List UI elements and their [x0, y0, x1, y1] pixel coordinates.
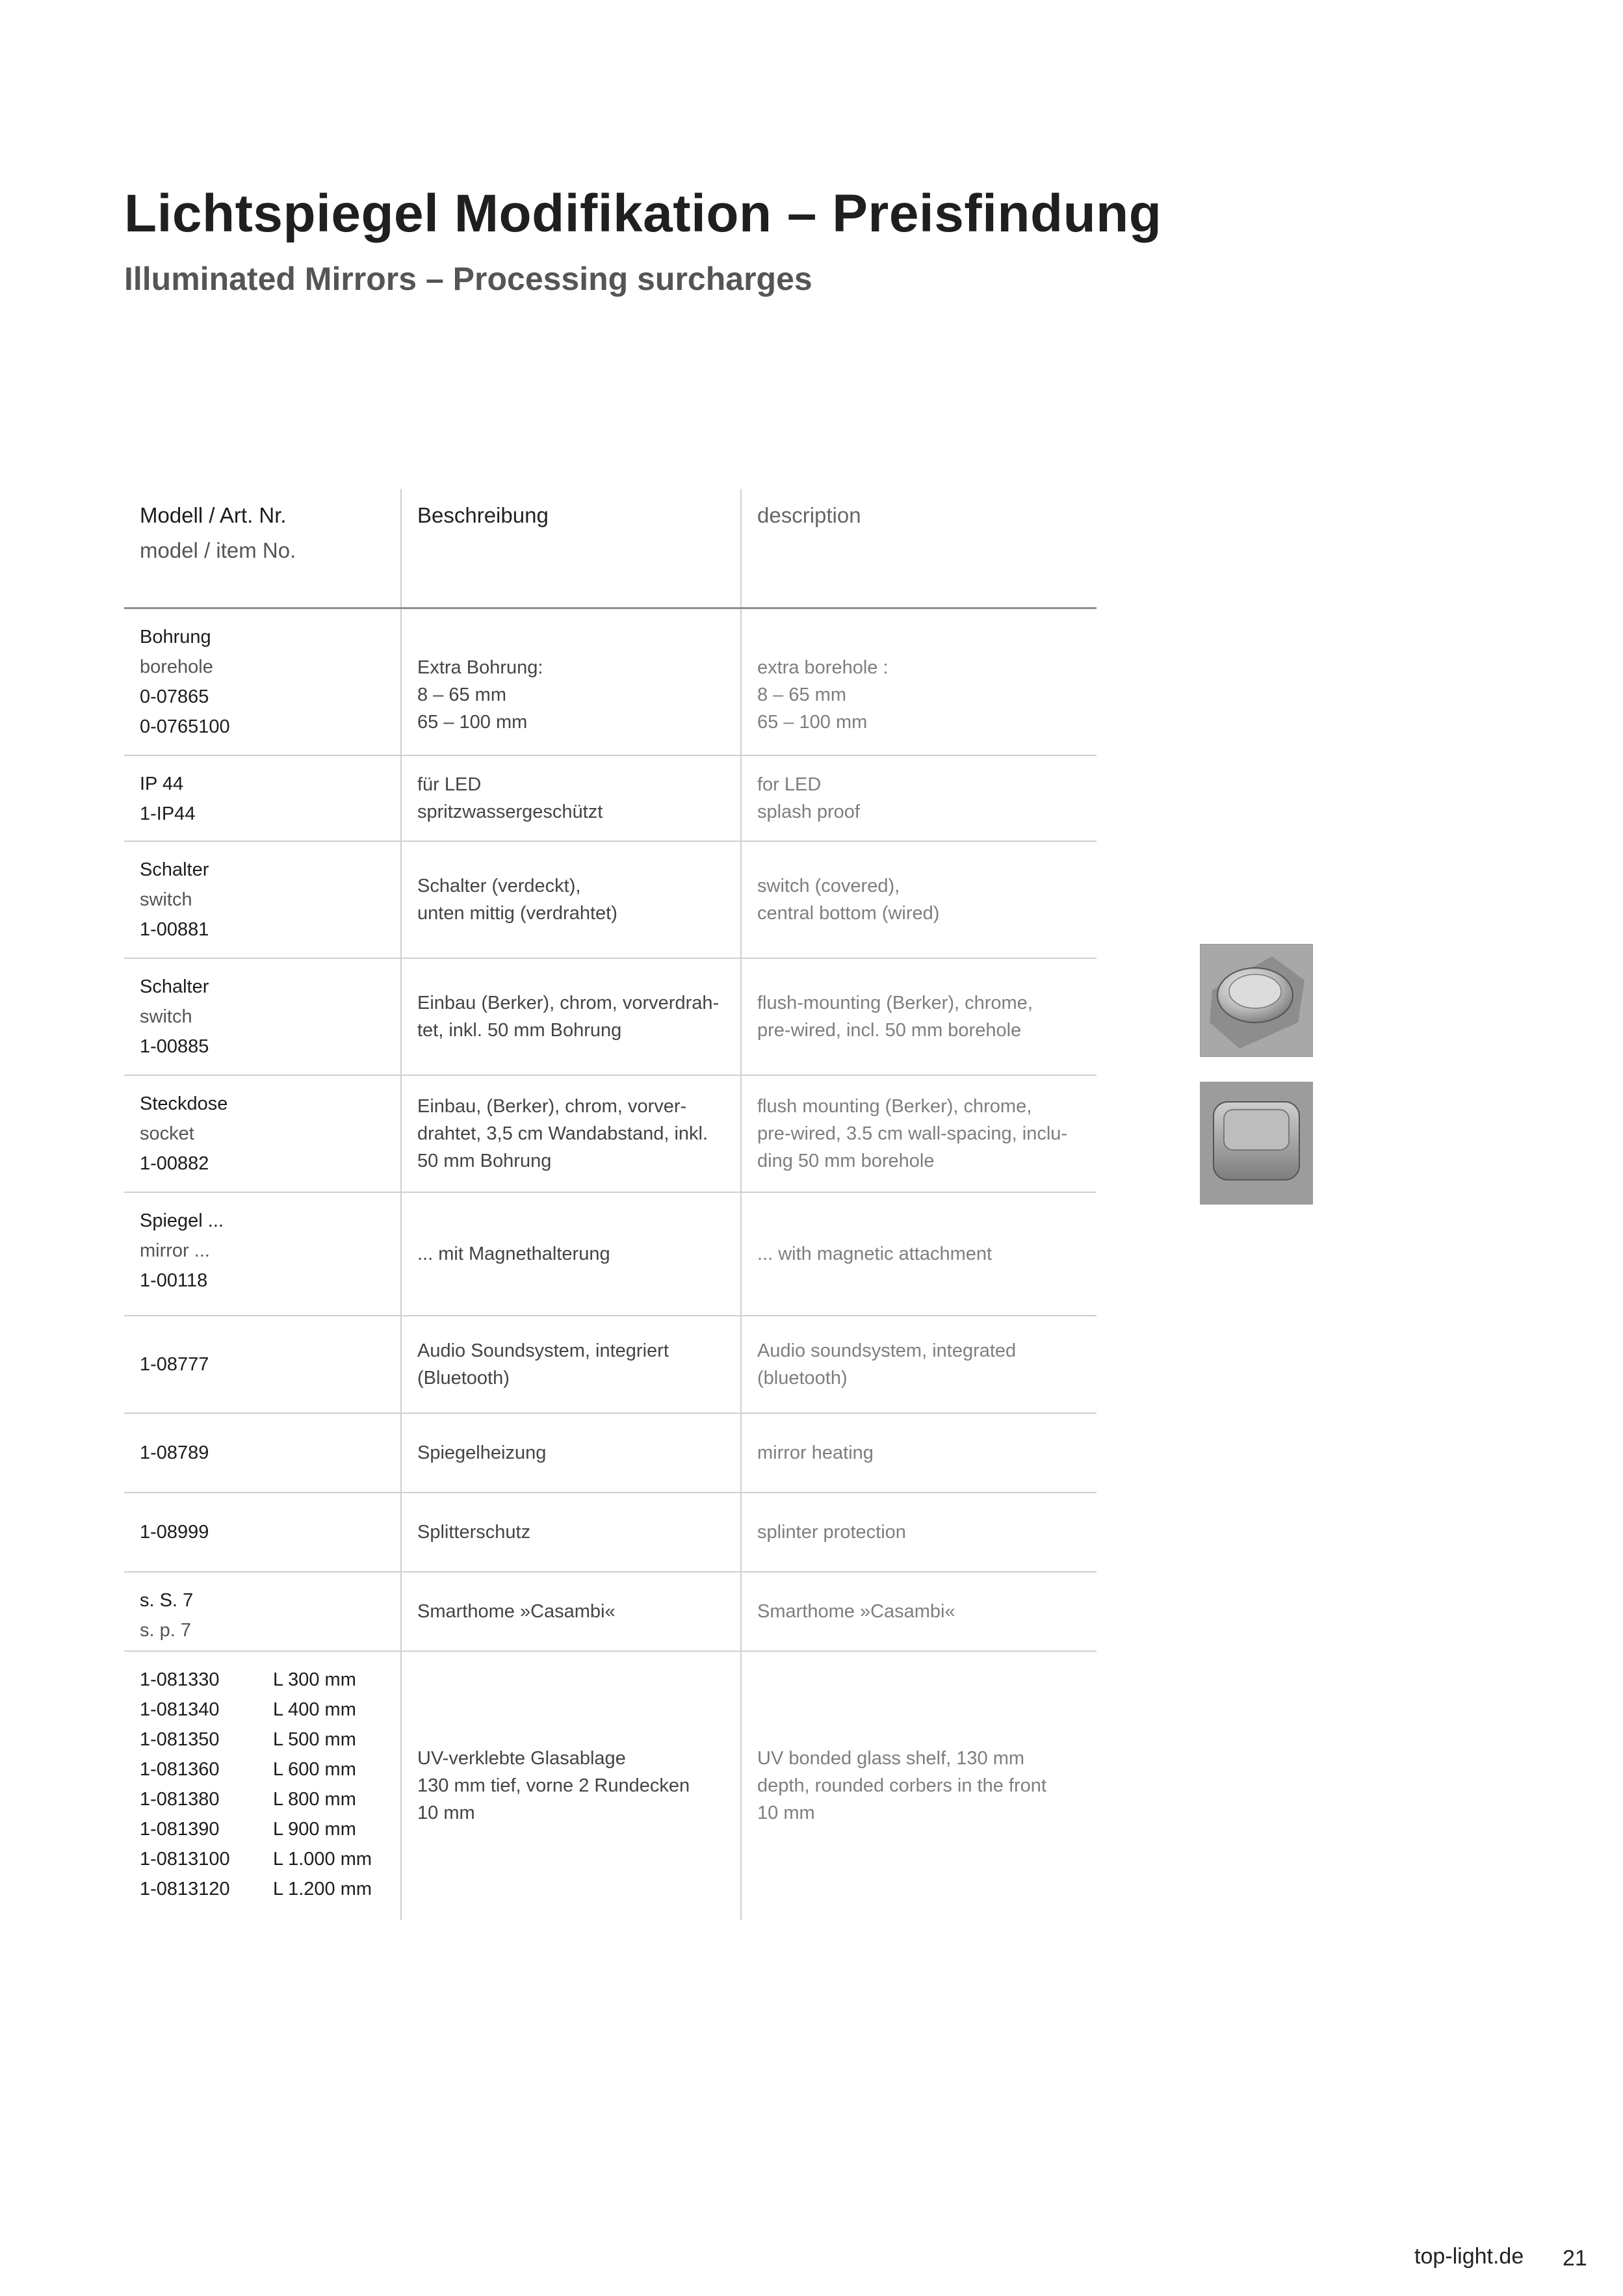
- model-cell: [124, 1316, 401, 1413]
- description-de-line: drahtet, 3,5 cm Wandabstand, inkl.: [417, 1123, 708, 1144]
- description-de-line: Splitterschutz: [417, 1521, 531, 1543]
- length-value: L 1.000 mm: [273, 1848, 372, 1870]
- item-number: 1-081350: [140, 1729, 220, 1750]
- model-name-de: Schalter: [140, 976, 209, 997]
- description-en-line: 8 – 65 mm: [757, 684, 846, 705]
- item-number: 1-08789: [140, 1442, 209, 1463]
- model-cell: [124, 755, 401, 841]
- description-de-line: UV-verklebte Glasablage: [417, 1748, 626, 1769]
- model-cell: [124, 1075, 401, 1192]
- description-en-line: splash proof: [757, 801, 860, 822]
- length-value: L 800 mm: [273, 1788, 356, 1810]
- item-number: 1-08999: [140, 1521, 209, 1543]
- description-en-cell: [741, 841, 1097, 958]
- description-en-line: mirror heating: [757, 1442, 874, 1463]
- description-en-line: flush mounting (Berker), chrome,: [757, 1095, 1032, 1117]
- item-length-pair: [140, 1725, 400, 1755]
- item-number: 1-0813100: [140, 1848, 230, 1870]
- item-length-pair: [140, 1665, 400, 1695]
- table-row: [124, 841, 1097, 958]
- model-name-en: socket: [140, 1123, 194, 1144]
- description-de-line: (Bluetooth): [417, 1367, 510, 1389]
- description-en-cell: [741, 755, 1097, 841]
- item-number: 1-IP44: [140, 803, 196, 824]
- description-de-cell: [401, 841, 741, 958]
- page-number: 21: [1563, 2246, 1587, 2271]
- description-en-line: (bluetooth): [757, 1367, 848, 1389]
- description-en-line: central bottom (wired): [757, 902, 940, 924]
- description-en-line: 10 mm: [757, 1803, 815, 1823]
- description-de-line: Audio Soundsystem, integriert: [417, 1340, 669, 1361]
- item-length-pair: [140, 1844, 400, 1874]
- model-cell: [124, 608, 401, 755]
- description-en-cell: [741, 1493, 1097, 1572]
- table-row: [124, 1316, 1097, 1413]
- description-de-line: für LED: [417, 774, 482, 795]
- length-value: L 500 mm: [273, 1729, 356, 1750]
- model-cell: [124, 958, 401, 1075]
- description-de-line: tet, inkl. 50 mm Bohrung: [417, 1019, 622, 1041]
- description-en-line: switch (covered),: [757, 875, 900, 896]
- item-length-pair: [140, 1814, 400, 1844]
- description-de-line: Smarthome »Casambi«: [417, 1600, 616, 1622]
- header-model: [124, 489, 401, 608]
- page-title: Lichtspiegel Modifikation – Preisfindung: [124, 184, 1162, 243]
- table-row: [124, 1572, 1097, 1651]
- description-de-cell: [401, 1413, 741, 1493]
- item-length-pair: [140, 1784, 400, 1814]
- description-en-cell: [741, 1192, 1097, 1316]
- model-cell: [124, 1572, 401, 1651]
- length-value: L 600 mm: [273, 1758, 356, 1780]
- description-en-cell: [741, 1572, 1097, 1651]
- length-value: L 900 mm: [273, 1818, 356, 1840]
- footer-url: top-light.de: [1414, 2244, 1524, 2269]
- item-number: 1-081360: [140, 1758, 220, 1780]
- item-length-pair: [140, 1695, 400, 1725]
- table-row: [124, 1651, 1097, 1920]
- model-name-de: Bohrung: [140, 627, 211, 647]
- table-row: [124, 1192, 1097, 1316]
- description-de-line: Schalter (verdeckt),: [417, 875, 581, 896]
- table-row: [124, 1075, 1097, 1192]
- header-model-en: model / item No.: [140, 538, 296, 562]
- table-row: [124, 1493, 1097, 1572]
- item-number: 1-081380: [140, 1788, 220, 1810]
- item-number: 0-07865: [140, 686, 209, 707]
- description-en-cell: [741, 1075, 1097, 1192]
- description-de-cell: [401, 608, 741, 755]
- description-de-cell: [401, 1572, 741, 1651]
- description-en-line: ... with magnetic attachment: [757, 1243, 993, 1264]
- socket-image: [1201, 1082, 1312, 1204]
- model-name-en: switch: [140, 889, 192, 910]
- description-en-cell: [741, 1316, 1097, 1413]
- description-en-line: depth, rounded corbers in the front: [757, 1775, 1046, 1796]
- description-de-line: Einbau, (Berker), chrom, vorver-: [417, 1095, 687, 1117]
- table-row: [124, 608, 1097, 755]
- item-number: 1-00881: [140, 919, 209, 940]
- model-cell: [124, 1493, 401, 1572]
- item-number: 1-081390: [140, 1818, 220, 1840]
- page-subtitle: Illuminated Mirrors – Processing surcharges: [124, 261, 812, 297]
- description-de-cell: [401, 958, 741, 1075]
- page-ref-en: s. p. 7: [140, 1619, 191, 1641]
- description-en-line: UV bonded glass shelf, 130 mm: [757, 1748, 1025, 1769]
- length-value: L 400 mm: [273, 1699, 356, 1720]
- description-en-cell: [741, 1651, 1097, 1920]
- description-de-cell: [401, 1192, 741, 1316]
- header-description: description: [741, 489, 1097, 608]
- item-length-pair: [140, 1874, 400, 1904]
- description-de-line: ... mit Magnethalterung: [417, 1243, 610, 1264]
- description-de-line: Extra Bohrung:: [417, 657, 543, 678]
- description-de-line: 50 mm Bohrung: [417, 1150, 552, 1171]
- item-number: 1-081340: [140, 1699, 220, 1720]
- description-en-cell: [741, 608, 1097, 755]
- description-en-line: extra borehole :: [757, 657, 889, 678]
- item-number: 1-0813120: [140, 1878, 230, 1899]
- description-de-line: Einbau (Berker), chrom, vorverdrah-: [417, 992, 720, 1013]
- description-de-cell: [401, 1493, 741, 1572]
- description-en-cell: [741, 958, 1097, 1075]
- item-number: 0-0765100: [140, 716, 230, 737]
- item-length-pair: [140, 1755, 400, 1784]
- item-number: 1-00118: [140, 1270, 208, 1291]
- description-en-line: for LED: [757, 774, 822, 795]
- description-de-line: 130 mm tief, vorne 2 Rundecken: [417, 1775, 690, 1796]
- model-name-en: switch: [140, 1006, 192, 1027]
- model-name-en: borehole: [140, 657, 213, 677]
- description-en-cell: [741, 1413, 1097, 1493]
- table-body: [124, 608, 1097, 1920]
- item-number: 1-00882: [140, 1153, 209, 1174]
- surcharge-table: [124, 489, 1097, 1920]
- description-de-line: 8 – 65 mm: [417, 684, 506, 705]
- description-de-line: 65 – 100 mm: [417, 711, 528, 733]
- description-de-line: spritzwassergeschützt: [417, 801, 603, 822]
- table-row: [124, 1413, 1097, 1493]
- model-name-en: mirror ...: [140, 1240, 210, 1261]
- table-header-row: [124, 489, 1097, 608]
- description-de-cell: [401, 755, 741, 841]
- berker-socket-photo: [1200, 1082, 1313, 1205]
- berker-switch-photo: [1200, 944, 1313, 1057]
- description-en-line: 65 – 100 mm: [757, 711, 868, 733]
- header-beschreibung: Beschreibung: [401, 489, 741, 608]
- item-number: 1-00885: [140, 1036, 209, 1057]
- length-value: L 1.200 mm: [273, 1878, 372, 1899]
- description-de-line: unten mittig (verdrahtet): [417, 902, 617, 924]
- item-number: 1-081330: [140, 1669, 220, 1690]
- model-cell: [124, 1413, 401, 1493]
- description-en-line: pre-wired, incl. 50 mm borehole: [757, 1019, 1022, 1041]
- description-de-line: Spiegelheizung: [417, 1442, 547, 1463]
- description-en-line: flush-mounting (Berker), chrome,: [757, 992, 1033, 1013]
- item-number: 1-08777: [140, 1353, 209, 1375]
- model-name-de: Spiegel ...: [140, 1210, 224, 1231]
- header-model-de: Modell / Art. Nr.: [140, 503, 287, 527]
- description-de-line: 10 mm: [417, 1803, 475, 1823]
- description-en-line: ding 50 mm borehole: [757, 1150, 935, 1171]
- description-de-cell: [401, 1316, 741, 1413]
- model-cell: [124, 1192, 401, 1316]
- description-de-cell: [401, 1075, 741, 1192]
- model-cell: [124, 841, 401, 958]
- table-row: [124, 755, 1097, 841]
- description-de-cell: [401, 1651, 741, 1920]
- description-en-line: Audio soundsystem, integrated: [757, 1340, 1017, 1361]
- switch-image: [1201, 945, 1312, 1056]
- page-ref-de: s. S. 7: [140, 1589, 194, 1611]
- description-en-line: splinter protection: [757, 1521, 906, 1543]
- model-name-de: IP 44: [140, 773, 184, 794]
- description-en-line: Smarthome »Casambi«: [757, 1600, 955, 1622]
- model-name-de: Steckdose: [140, 1093, 228, 1114]
- length-value: L 300 mm: [273, 1669, 356, 1690]
- description-en-line: pre-wired, 3.5 cm wall-spacing, inclu-: [757, 1123, 1068, 1144]
- model-cell: [124, 1651, 401, 1920]
- table-row: [124, 958, 1097, 1075]
- model-name-de: Schalter: [140, 859, 209, 880]
